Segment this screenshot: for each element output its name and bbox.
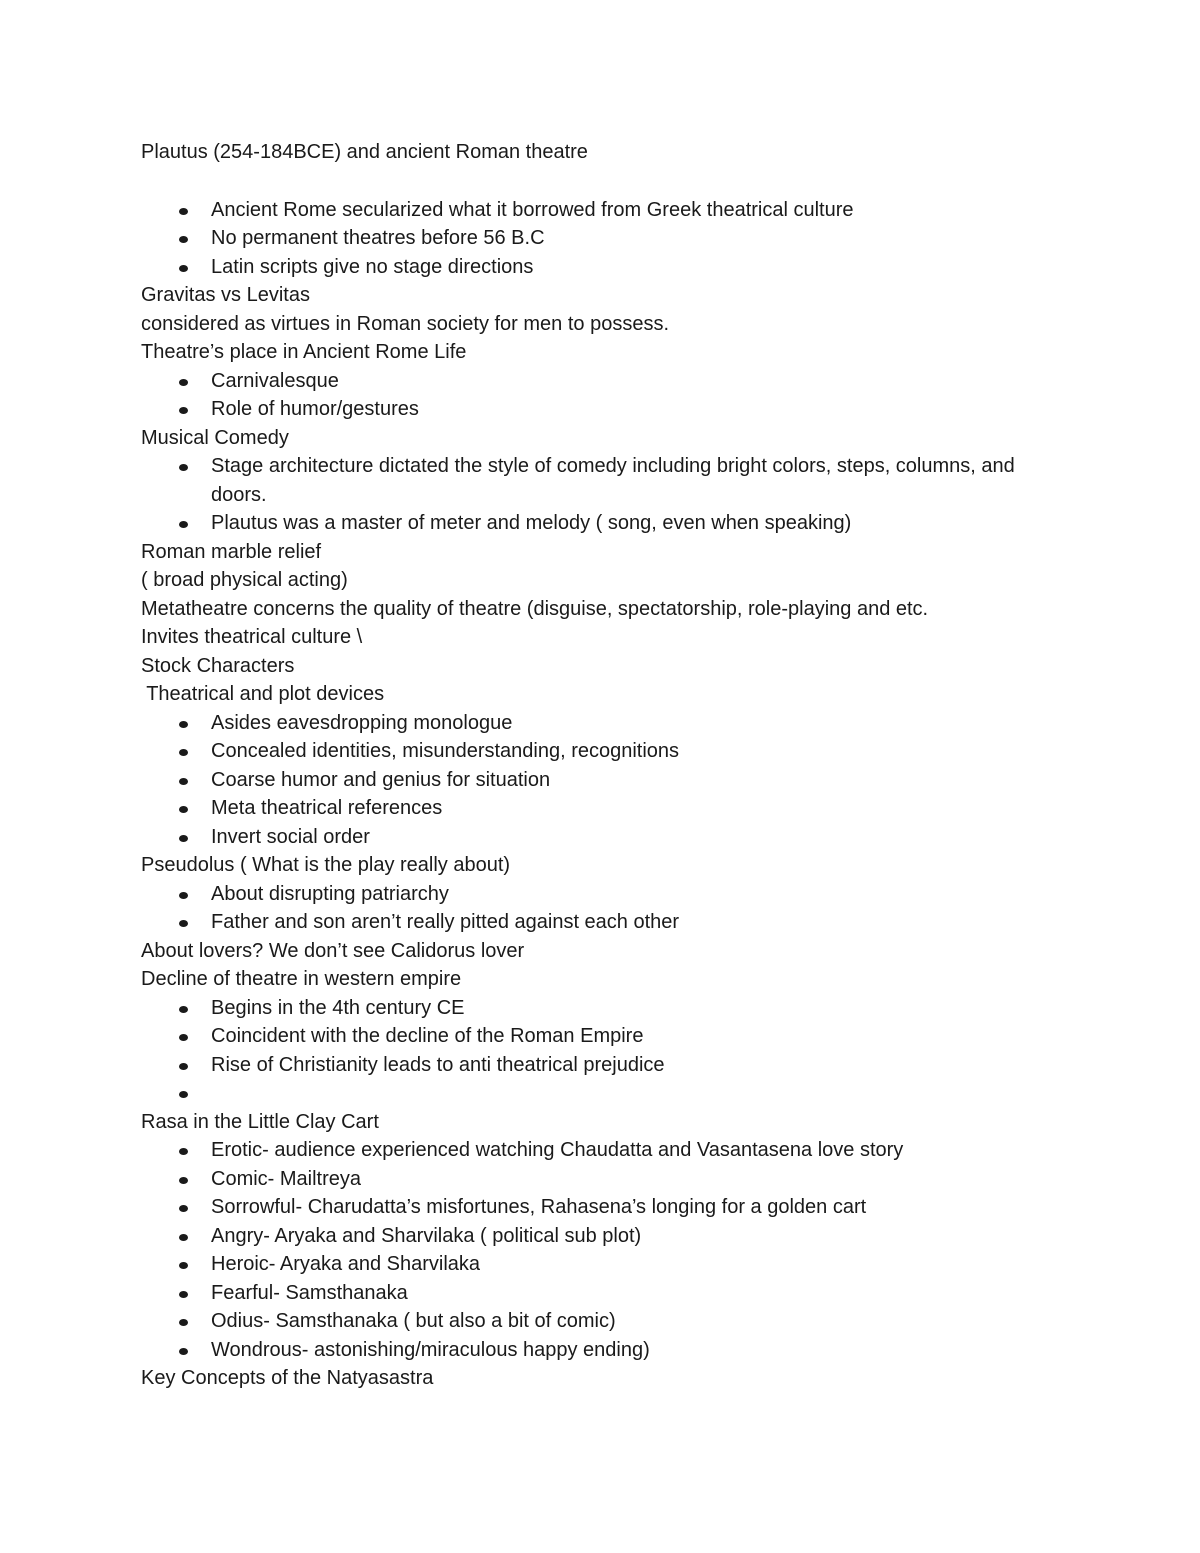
bullet-item bbox=[141, 224, 1061, 253]
bullet-dot-icon bbox=[179, 835, 188, 842]
bullet-item bbox=[141, 509, 1061, 538]
bullet-item bbox=[141, 1022, 1061, 1051]
bullet-dot-icon bbox=[179, 1148, 188, 1155]
text-line: Pseudolus ( What is the play really about) bbox=[141, 854, 511, 876]
bullet-item bbox=[141, 452, 1061, 509]
text-line: Theatre’s place in Ancient Rome Life bbox=[141, 341, 467, 363]
bullet-text: Begins in the 4th century CE bbox=[211, 996, 465, 1019]
bullet-dot-icon bbox=[179, 749, 188, 756]
text-line: Gravitas vs Levitas bbox=[141, 284, 310, 306]
bullet-item bbox=[141, 1051, 1061, 1080]
bullet-dot-icon bbox=[179, 1006, 188, 1013]
bullet-item bbox=[141, 908, 1061, 937]
bullet-dot-icon bbox=[179, 892, 188, 899]
bullet-dot-icon bbox=[179, 407, 188, 414]
bullet-text: Meta theatrical references bbox=[211, 797, 443, 819]
bullet-dot-icon bbox=[179, 778, 188, 785]
bullet-dot-icon bbox=[179, 208, 188, 215]
bullet-text: Wondrous- astonishing/miraculous happy ending) bbox=[211, 1338, 650, 1361]
bullet-item bbox=[141, 737, 1061, 766]
bullet-text: Coincident with the decline of the Roman Empire bbox=[211, 1025, 644, 1047]
bullet-item bbox=[141, 1336, 1061, 1365]
bullet-text: Role of humor/gestures bbox=[211, 398, 419, 420]
bullet-item bbox=[141, 994, 1061, 1023]
bullet-text: Rise of Christianity leads to anti theatrical prejudice bbox=[211, 1053, 665, 1076]
text-line: Decline of theatre in western empire bbox=[141, 968, 462, 990]
bullet-text: Erotic- audience experienced watching Chaudatta and Vasantasena love story bbox=[211, 1139, 904, 1161]
bullet-text: Comic- Mailtreya bbox=[211, 1167, 362, 1190]
bullet-dot-icon bbox=[179, 1262, 188, 1269]
bullet-text: Fearful- Samsthanaka bbox=[211, 1281, 408, 1304]
bullet-item bbox=[141, 395, 1061, 424]
text-line: Invites theatrical culture \ bbox=[141, 626, 363, 648]
text-line: Key Concepts of the Natyasastra bbox=[141, 1367, 434, 1389]
bullet-dot-icon bbox=[179, 1177, 188, 1184]
bullet-text: No permanent theatres before 56 B.C bbox=[211, 227, 545, 249]
bullet-dot-icon bbox=[179, 920, 188, 927]
bullet-text: Concealed identities, misunderstanding, recognitions bbox=[211, 740, 680, 762]
bullet-text: Carnivalesque bbox=[211, 369, 339, 392]
bullet-dot-icon bbox=[179, 521, 188, 528]
bullet-item bbox=[141, 794, 1061, 823]
bullet-dot-icon bbox=[179, 721, 188, 728]
text-line: Rasa in the Little Clay Cart bbox=[141, 1110, 379, 1133]
bullet-item bbox=[141, 196, 1061, 225]
bullet-item bbox=[141, 823, 1061, 852]
bullet-dot-icon bbox=[179, 236, 188, 243]
bullet-text: Plautus was a master of meter and melody ( song, even when speaking) bbox=[211, 512, 852, 534]
bullet-text: Sorrowful- Charudatta’s misfortunes, Rahasena’s longing for a golden cart bbox=[211, 1196, 867, 1218]
bullet-text: Latin scripts give no stage directions bbox=[211, 255, 534, 278]
bullet-text: Ancient Rome secularized what it borrowed from Greek theatrical culture bbox=[211, 198, 854, 221]
text-line: ( broad physical acting) bbox=[141, 569, 348, 591]
bullet-item bbox=[141, 1250, 1061, 1279]
bullet-item bbox=[141, 1079, 1061, 1108]
bullet-dot-icon bbox=[179, 1291, 188, 1298]
bullet-dot-icon bbox=[179, 1205, 188, 1212]
bullet-text: Asides eavesdropping monologue bbox=[211, 711, 513, 734]
bullet-item bbox=[141, 1222, 1061, 1251]
bullet-dot-icon bbox=[179, 1319, 188, 1326]
bullet-text: Coarse humor and genius for situation bbox=[211, 768, 551, 791]
bullet-text: About disrupting patriarchy bbox=[211, 882, 449, 905]
text-line: considered as virtues in Roman society for men to possess. bbox=[141, 312, 670, 335]
bullet-dot-icon bbox=[179, 379, 188, 386]
bullet-text: Heroic- Aryaka and Sharvilaka bbox=[211, 1253, 481, 1275]
bullet-item bbox=[141, 1307, 1061, 1336]
bullet-item bbox=[141, 1136, 1061, 1165]
bullet-item bbox=[141, 253, 1061, 282]
bullet-dot-icon bbox=[179, 265, 188, 272]
bullet-dot-icon bbox=[179, 1234, 188, 1241]
text-line: Plautus (254-184BCE) and ancient Roman theatre bbox=[141, 141, 588, 163]
bullet-item bbox=[141, 1165, 1061, 1194]
bullet-dot-icon bbox=[179, 806, 188, 813]
bullet-text: Stage architecture dictated the style of comedy including bright colors, steps, columns, and doors. bbox=[211, 455, 1015, 506]
bullet-text: Father and son aren’t really pitted against each other bbox=[211, 911, 680, 933]
bullet-dot-icon bbox=[179, 1348, 188, 1355]
bullet-text: Odius- Samsthanaka ( but also a bit of comic) bbox=[211, 1310, 616, 1332]
text-line: Roman marble relief bbox=[141, 540, 322, 563]
bullet-item bbox=[141, 766, 1061, 795]
text-line: Musical Comedy bbox=[141, 426, 289, 449]
bullet-item bbox=[141, 709, 1061, 738]
bullet-text: Angry- Aryaka and Sharvilaka ( political sub plot) bbox=[211, 1224, 642, 1247]
bullet-dot-icon bbox=[179, 1063, 188, 1070]
document-body bbox=[141, 138, 1061, 1393]
bullet-dot-icon bbox=[179, 1091, 188, 1098]
text-line: About lovers? We don’t see Calidorus lover bbox=[141, 939, 525, 962]
bullet-item bbox=[141, 1279, 1061, 1308]
bullet-dot-icon bbox=[179, 464, 188, 471]
bullet-item bbox=[141, 367, 1061, 396]
bullet-item bbox=[141, 1193, 1061, 1222]
text-line: Stock Characters bbox=[141, 654, 295, 677]
bullet-item bbox=[141, 880, 1061, 909]
bullet-dot-icon bbox=[179, 1034, 188, 1041]
text-line: Metatheatre concerns the quality of theatre (disguise, spectatorship, role-playing and etc. bbox=[141, 597, 929, 620]
bullet-text: Invert social order bbox=[211, 825, 370, 848]
blank-line bbox=[141, 167, 1061, 196]
text-line: Theatrical and plot devices bbox=[141, 683, 385, 705]
